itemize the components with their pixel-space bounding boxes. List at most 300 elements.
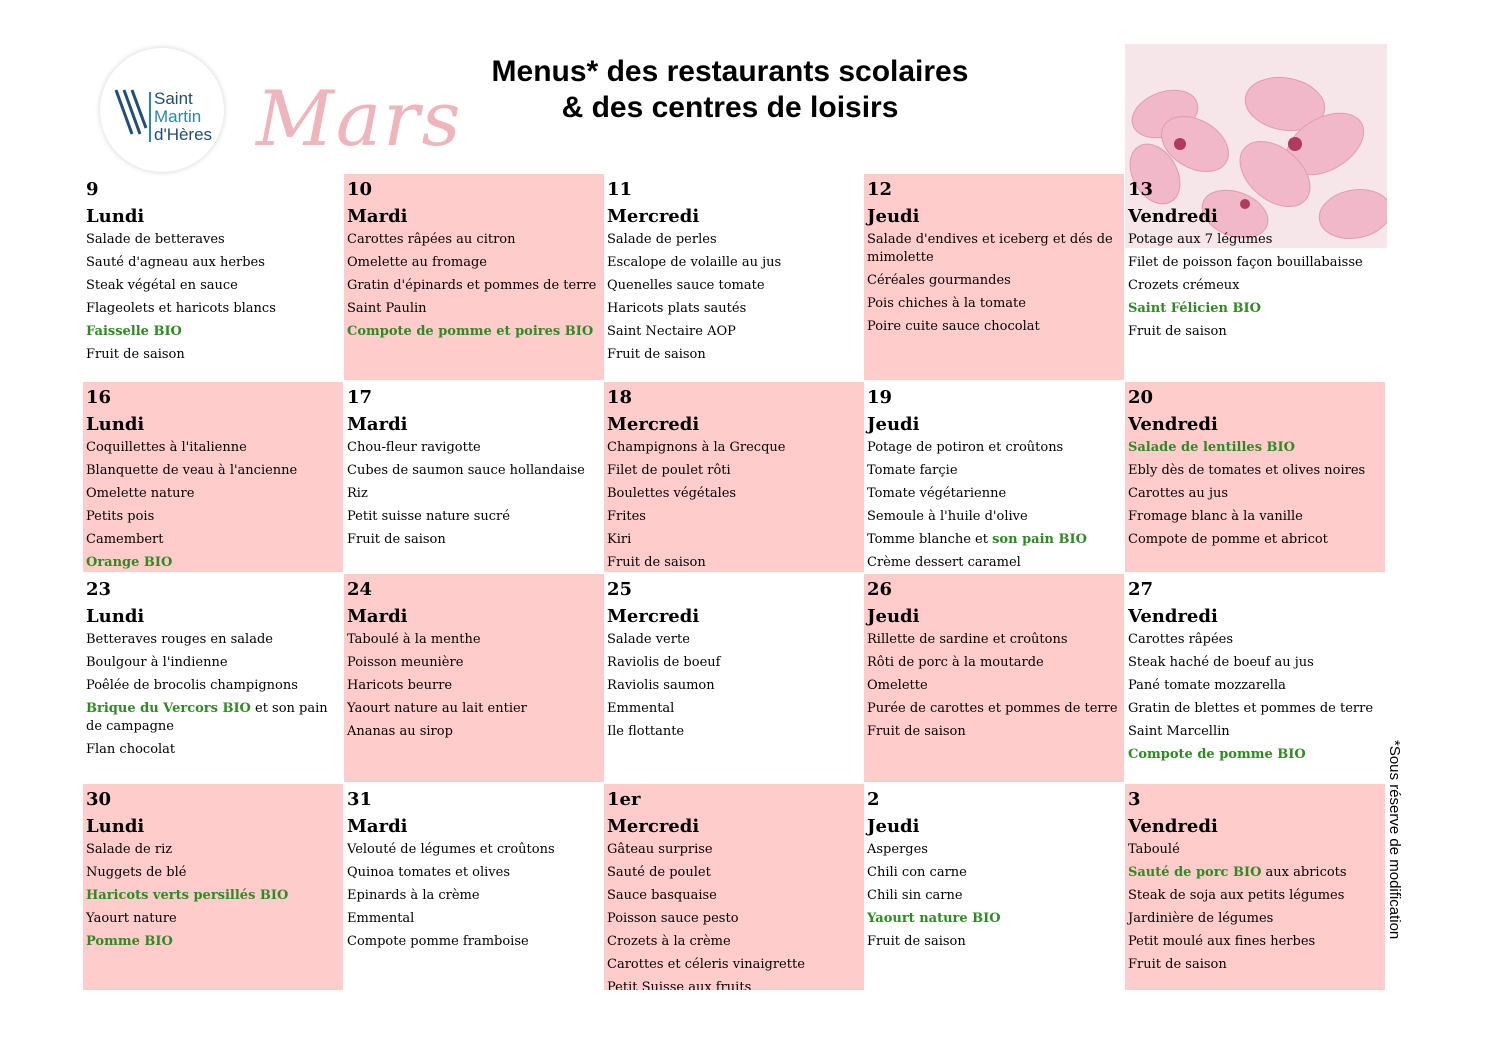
menu-item <box>347 462 601 480</box>
day-number: 12 <box>867 179 893 200</box>
day-cell <box>344 174 604 380</box>
day-number: 16 <box>86 387 112 408</box>
item-text: Omelette au fromage <box>347 255 488 270</box>
menu-item <box>607 864 861 882</box>
menu-item <box>1128 841 1382 859</box>
menu-item <box>86 677 340 695</box>
day-cell <box>864 174 1124 380</box>
item-text: Saint Nectaire AOP <box>607 324 736 339</box>
menu-item <box>86 485 340 503</box>
menu-item <box>867 508 1121 526</box>
item-text: Fruit de saison <box>867 724 966 739</box>
menu-item <box>607 254 861 272</box>
menu-item <box>347 864 601 882</box>
menu-item <box>86 531 340 549</box>
item-text: Petits pois <box>86 509 155 524</box>
menu-item <box>867 318 1121 336</box>
item-text: Petit suisse nature sucré <box>347 509 510 524</box>
menu-item <box>607 910 861 928</box>
organic-item-text: Faisselle BIO <box>86 324 182 339</box>
item-text: Epinards à la crème <box>347 888 480 903</box>
item-text: Tomme blanche et <box>867 532 993 547</box>
day-cell <box>83 382 343 572</box>
item-text: Riz <box>347 486 368 501</box>
menu-item <box>86 741 340 759</box>
item-text: Kiri <box>607 532 632 547</box>
item-text: Fruit de saison <box>1128 324 1227 339</box>
item-text: Poêlée de brocolis champignons <box>86 678 298 693</box>
day-name: Mercredi <box>607 414 700 435</box>
organic-item-text: Orange BIO <box>86 555 173 570</box>
menu-item <box>607 841 861 859</box>
day-number: 24 <box>347 579 373 600</box>
item-text: aux abricots <box>1261 865 1347 880</box>
item-text: Yaourt nature au lait entier <box>347 701 527 716</box>
day-name: Lundi <box>86 606 145 627</box>
item-text: Ebly dès de tomates et olives noires <box>1128 463 1366 478</box>
menu-item <box>1128 746 1382 764</box>
day-number: 19 <box>867 387 893 408</box>
menu-item <box>607 439 861 457</box>
day-number: 1er <box>607 789 641 810</box>
day-cell <box>604 784 864 990</box>
logo-mark-icon <box>114 88 148 138</box>
menu-items <box>1128 231 1382 341</box>
footnote-text: *Sous réserve de modification <box>1386 740 1403 940</box>
item-text: Rillette de sardine et croûtons <box>867 632 1068 647</box>
menu-item <box>86 508 340 526</box>
item-text: Betteraves rouges en salade <box>86 632 273 647</box>
menu-item <box>347 277 601 295</box>
day-cell <box>1125 174 1385 380</box>
menu-item <box>867 439 1121 457</box>
item-text: Salade d'endives et iceberg et dés de mimolette <box>867 232 1113 265</box>
item-text: Chili con carne <box>867 865 967 880</box>
item-text: Coquillettes à l'italienne <box>86 440 247 455</box>
item-text: Escalope de volaille au jus <box>607 255 782 270</box>
day-name: Mardi <box>347 816 408 837</box>
day-name: Jeudi <box>867 414 920 435</box>
item-text: Fromage blanc à la vanille <box>1128 509 1303 524</box>
menu-item <box>86 654 340 672</box>
menu-item <box>1128 462 1382 480</box>
menu-items <box>607 841 861 990</box>
menu-item <box>607 231 861 249</box>
day-name: Lundi <box>86 414 145 435</box>
day-cell <box>344 382 604 572</box>
item-text: Poisson sauce pesto <box>607 911 739 926</box>
item-text: Boulettes végétales <box>607 486 737 501</box>
item-text: Crème dessert caramel <box>867 555 1021 570</box>
menu-item <box>1128 300 1382 318</box>
menu-item <box>1128 910 1382 928</box>
menu-item <box>867 631 1121 649</box>
day-cell <box>864 382 1124 572</box>
menu-item <box>86 841 340 859</box>
item-text: Omelette nature <box>86 486 195 501</box>
item-text: Ananas au sirop <box>347 724 453 739</box>
item-text: Fruit de saison <box>607 555 706 570</box>
day-cell <box>864 574 1124 782</box>
menu-item <box>86 346 340 364</box>
menu-item <box>86 439 340 457</box>
menu-item <box>86 300 340 318</box>
item-text: Crozets crémeux <box>1128 278 1240 293</box>
menu-item <box>347 439 601 457</box>
menu-item <box>607 933 861 951</box>
menu-item <box>607 323 861 341</box>
menu-item <box>1128 700 1382 718</box>
item-text: Quinoa tomates et olives <box>347 865 511 880</box>
day-name: Vendredi <box>1128 606 1218 627</box>
day-cell <box>83 784 343 990</box>
menu-items <box>86 439 340 572</box>
organic-item-text: Brique du Vercors BIO <box>86 701 251 716</box>
day-number: 10 <box>347 179 373 200</box>
title-line-1: Menus* des restaurants scolaires <box>491 55 969 88</box>
item-text: et son pain de campagne <box>86 701 328 734</box>
logo-line-3: d'Hères <box>154 125 213 144</box>
menu-item <box>1128 531 1382 549</box>
menu-item <box>607 979 861 990</box>
item-text: Frites <box>607 509 646 524</box>
menu-item <box>347 631 601 649</box>
menu-item <box>86 910 340 928</box>
day-cell <box>604 382 864 572</box>
menu-item <box>867 864 1121 882</box>
menu-item <box>1128 723 1382 741</box>
menu-items <box>347 231 601 341</box>
day-cell <box>604 574 864 782</box>
menu-item <box>607 956 861 974</box>
menu-item <box>86 254 340 272</box>
item-text: Emmental <box>347 911 415 926</box>
menu-item <box>347 933 601 951</box>
item-text: Saint Marcellin <box>1128 724 1230 739</box>
item-text: Steak végétal en sauce <box>86 278 238 293</box>
item-text: Haricots beurre <box>347 678 453 693</box>
item-text: Omelette <box>867 678 928 693</box>
menu-item <box>607 485 861 503</box>
item-text: Salade de betteraves <box>86 232 225 247</box>
item-text: Raviolis de boeuf <box>607 655 721 670</box>
item-text: Carottes et céleris vinaigrette <box>607 957 805 972</box>
day-name: Mercredi <box>607 816 700 837</box>
day-number: 17 <box>347 387 373 408</box>
day-number: 30 <box>86 789 112 810</box>
day-name: Mardi <box>347 414 408 435</box>
page-title <box>420 54 1040 126</box>
menu-item <box>1128 933 1382 951</box>
menu-items <box>867 631 1121 741</box>
organic-item-text: Compote de pomme et poires BIO <box>347 324 594 339</box>
menu-item <box>1128 887 1382 905</box>
menu-item <box>86 864 340 882</box>
item-text: Taboulé à la menthe <box>347 632 481 647</box>
day-name: Mercredi <box>607 606 700 627</box>
menu-item <box>867 654 1121 672</box>
menu-item <box>1128 254 1382 272</box>
menu-item <box>86 462 340 480</box>
day-number: 25 <box>607 579 633 600</box>
menu-item <box>347 531 601 549</box>
menu-item <box>607 700 861 718</box>
item-text: Semoule à l'huile d'olive <box>867 509 1028 524</box>
menu-items <box>347 439 601 549</box>
organic-item-text: Salade de lentilles BIO <box>1128 440 1295 455</box>
item-text: Salade de perles <box>607 232 717 247</box>
menu-item <box>86 933 340 951</box>
day-number: 3 <box>1128 789 1141 810</box>
item-text: Petit moulé aux fines herbes <box>1128 934 1316 949</box>
item-text: Fruit de saison <box>347 532 446 547</box>
menu-item <box>867 910 1121 928</box>
menu-item <box>347 231 601 249</box>
menu-item <box>607 654 861 672</box>
item-text: Gratin d'épinards et pommes de terre <box>347 278 597 293</box>
item-text: Tomate végétarienne <box>867 486 1007 501</box>
menu-item <box>607 277 861 295</box>
menu-items <box>347 841 601 951</box>
menu-items <box>86 631 340 759</box>
item-text: Ile flottante <box>607 724 685 739</box>
menu-item <box>347 508 601 526</box>
day-name: Mercredi <box>607 206 700 227</box>
menu-item <box>347 887 601 905</box>
menu-item <box>867 295 1121 313</box>
menu-item <box>867 231 1121 267</box>
menu-items <box>86 231 340 364</box>
menu-item <box>867 462 1121 480</box>
day-cell <box>83 174 343 380</box>
month-title: Mars <box>256 74 463 163</box>
menu-items <box>86 841 340 951</box>
item-text: Gratin de blettes et pommes de terre <box>1128 701 1374 716</box>
item-text: Filet de poisson façon bouillabaisse <box>1128 255 1363 270</box>
day-number: 26 <box>867 579 893 600</box>
item-text: Quenelles sauce tomate <box>607 278 765 293</box>
item-text: Chili sin carne <box>867 888 963 903</box>
day-number: 20 <box>1128 387 1154 408</box>
menu-item <box>347 654 601 672</box>
day-name: Jeudi <box>867 606 920 627</box>
menu-item <box>86 631 340 649</box>
menu-items <box>867 841 1121 951</box>
item-text: Flageolets et haricots blancs <box>86 301 276 316</box>
item-text: Purée de carottes et pommes de terre <box>867 701 1118 716</box>
day-name: Jeudi <box>867 206 920 227</box>
menu-items <box>867 439 1121 572</box>
item-text: Jardinière de légumes <box>1128 911 1274 926</box>
menu-item <box>347 254 601 272</box>
item-text: Steak haché de boeuf au jus <box>1128 655 1314 670</box>
item-text: Carottes râpées au citron <box>347 232 516 247</box>
day-name: Vendredi <box>1128 206 1218 227</box>
item-text: Taboulé <box>1128 842 1180 857</box>
item-text: Steak de soja aux petits légumes <box>1128 888 1345 903</box>
organic-item-text: Saint Félicien BIO <box>1128 301 1261 316</box>
day-number: 31 <box>347 789 373 810</box>
menu-item <box>867 723 1121 741</box>
item-text: Salade verte <box>607 632 690 647</box>
menu-item <box>347 910 601 928</box>
organic-item-text: Sauté de porc BIO <box>1128 865 1262 880</box>
menu-item <box>347 723 601 741</box>
item-text: Haricots plats sautés <box>607 301 747 316</box>
menu-item <box>347 841 601 859</box>
day-cell <box>1125 382 1385 572</box>
menu-item <box>607 346 861 364</box>
day-name: Mardi <box>347 606 408 627</box>
menu-item <box>867 933 1121 951</box>
item-text: Blanquette de veau à l'ancienne <box>86 463 298 478</box>
logo-line-1: Saint <box>154 89 193 108</box>
item-text: Pané tomate mozzarella <box>1128 678 1286 693</box>
menu-items <box>607 439 861 572</box>
item-text: Sauté d'agneau aux herbes <box>86 255 265 270</box>
item-text: Fruit de saison <box>607 347 706 362</box>
item-text: Fruit de saison <box>86 347 185 362</box>
menu-item <box>347 323 601 341</box>
item-text: Petit Suisse aux fruits <box>607 980 752 990</box>
city-logo <box>100 48 224 172</box>
item-text: Poisson meunière <box>347 655 464 670</box>
organic-item-text: Haricots verts persillés BIO <box>86 888 289 903</box>
organic-item-text: Compote de pomme BIO <box>1128 747 1306 762</box>
day-cell <box>344 574 604 782</box>
menu-item <box>867 841 1121 859</box>
day-cell <box>83 574 343 782</box>
menu-item <box>347 677 601 695</box>
menu-item <box>1128 654 1382 672</box>
day-name: Lundi <box>86 816 145 837</box>
menu-item <box>1128 277 1382 295</box>
item-text: Filet de poulet rôti <box>607 463 731 478</box>
menu-item <box>607 508 861 526</box>
menu-item <box>86 277 340 295</box>
item-text: Nuggets de blé <box>86 865 187 880</box>
menu-item <box>86 554 340 572</box>
footnote <box>1380 740 1410 990</box>
menu-item <box>1128 677 1382 695</box>
day-name: Mardi <box>347 206 408 227</box>
menu-item <box>867 272 1121 290</box>
item-text: Rôti de porc à la moutarde <box>867 655 1044 670</box>
item-text: Poire cuite sauce chocolat <box>867 319 1040 334</box>
item-text: Flan chocolat <box>86 742 176 757</box>
menu-items <box>1128 841 1382 974</box>
menu-item <box>867 887 1121 905</box>
day-number: 23 <box>86 579 112 600</box>
day-number: 11 <box>607 179 633 200</box>
day-cell <box>1125 784 1385 990</box>
menu-item <box>867 677 1121 695</box>
title-line-2: & des centres de loisirs <box>561 91 899 124</box>
day-number: 27 <box>1128 579 1154 600</box>
menu-item <box>347 300 601 318</box>
menu-item <box>1128 485 1382 503</box>
menu-item <box>607 631 861 649</box>
menu-item <box>1128 631 1382 649</box>
menu-item <box>1128 956 1382 974</box>
item-text: Carottes râpées <box>1128 632 1234 647</box>
logo-line-2: Martin <box>154 107 202 126</box>
item-text: Emmental <box>607 701 675 716</box>
menu-item <box>86 323 340 341</box>
item-text: Chou-fleur ravigotte <box>347 440 481 455</box>
item-text: Tomate farçie <box>867 463 958 478</box>
day-name: Lundi <box>86 206 145 227</box>
organic-item-text: Pomme BIO <box>86 934 173 949</box>
menu-items <box>607 631 861 741</box>
day-cell <box>1125 574 1385 782</box>
day-cell <box>864 784 1124 990</box>
menu-item <box>867 485 1121 503</box>
day-name: Vendredi <box>1128 816 1218 837</box>
item-text: Asperges <box>867 842 928 857</box>
menu-item <box>86 700 340 736</box>
item-text: Potage aux 7 légumes <box>1128 232 1273 247</box>
menu-item <box>347 485 601 503</box>
menu-item <box>86 887 340 905</box>
menu-item <box>1128 864 1382 882</box>
item-text: Camembert <box>86 532 164 547</box>
menu-item <box>607 554 861 572</box>
day-number: 2 <box>867 789 880 810</box>
menu-items <box>1128 631 1382 764</box>
menu-item <box>607 677 861 695</box>
menu-item <box>607 531 861 549</box>
item-text: Raviolis saumon <box>607 678 715 693</box>
logo-separator <box>149 92 151 142</box>
day-name: Jeudi <box>867 816 920 837</box>
menu-item <box>347 700 601 718</box>
item-text: Carottes au jus <box>1128 486 1229 501</box>
item-text: Salade de riz <box>86 842 173 857</box>
organic-item-text: Yaourt nature BIO <box>867 911 1001 926</box>
menu-item <box>867 700 1121 718</box>
item-text: Sauce basquaise <box>607 888 717 903</box>
item-text: Velouté de légumes et croûtons <box>347 842 555 857</box>
item-text: Saint Paulin <box>347 301 427 316</box>
item-text: Compote de pomme et abricot <box>1128 532 1328 547</box>
day-name: Vendredi <box>1128 414 1218 435</box>
item-text: Sauté de poulet <box>607 865 711 880</box>
item-text: Gâteau surprise <box>607 842 713 857</box>
item-text: Champignons à la Grecque <box>607 440 786 455</box>
day-cell <box>604 174 864 380</box>
menu-items <box>607 231 861 364</box>
item-text: Boulgour à l'indienne <box>86 655 228 670</box>
day-number: 18 <box>607 387 633 408</box>
item-text: Cubes de saumon sauce hollandaise <box>347 463 585 478</box>
item-text: Yaourt nature <box>86 911 177 926</box>
menu-item <box>867 531 1121 549</box>
menu-items <box>867 231 1121 336</box>
menu-item <box>867 554 1121 572</box>
item-text: Pois chiches à la tomate <box>867 296 1026 311</box>
menu-item <box>607 300 861 318</box>
item-text: Potage de potiron et croûtons <box>867 440 1064 455</box>
menu-item <box>1128 439 1382 457</box>
menu-item <box>607 462 861 480</box>
day-cell <box>344 784 604 990</box>
menu-item <box>607 887 861 905</box>
menu-item <box>86 231 340 249</box>
day-number: 13 <box>1128 179 1154 200</box>
item-text: Fruit de saison <box>1128 957 1227 972</box>
item-text: Céréales gourmandes <box>867 273 1011 288</box>
